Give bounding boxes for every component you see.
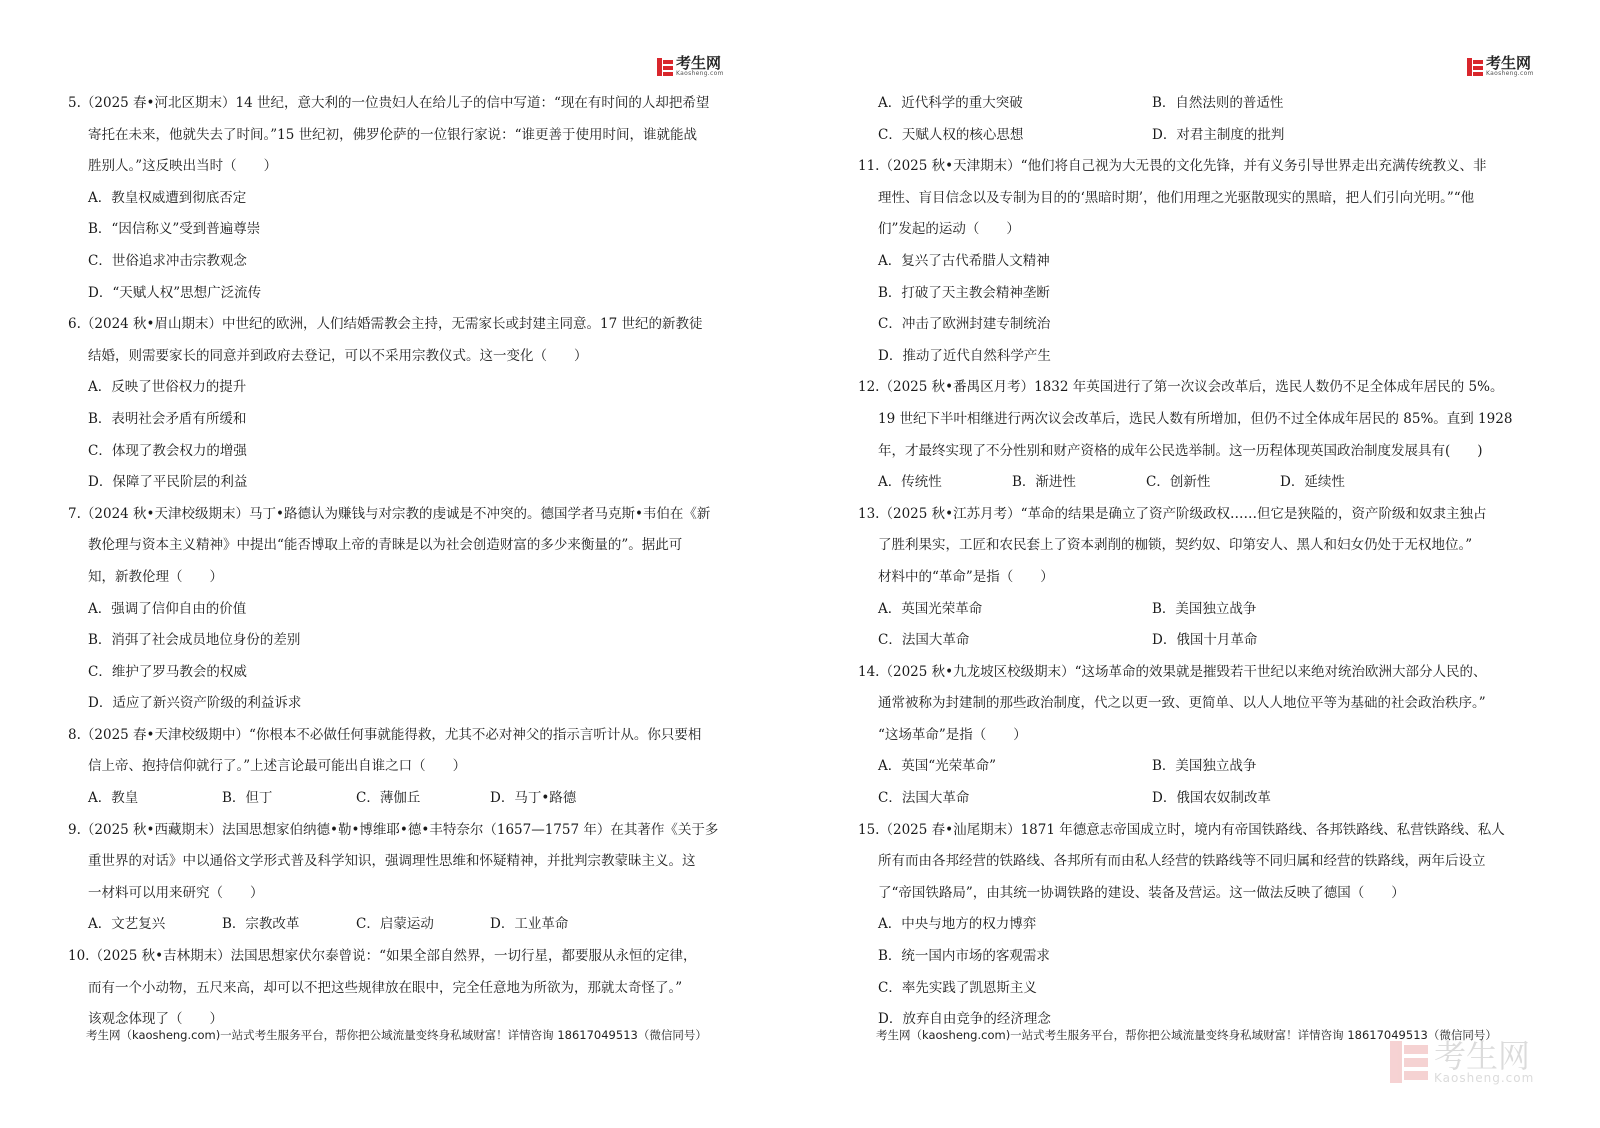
option: B．美国独立战争 (1152, 758, 1257, 775)
option: A．强调了信仰自由的价值 (88, 600, 247, 617)
option: A．中央与地方的权力博弈 (878, 916, 1037, 933)
question-stem-line (68, 973, 718, 1005)
question-list (68, 88, 718, 1036)
question-text: 们”发起的运动（ ） (878, 221, 1020, 238)
options-row (858, 467, 1508, 499)
question-text: （2025 秋•西藏期末）法国思想家伯纳德•勒•博维耶•德•丰特奈尔（1657—1757 年）在其著作《关于多 (80, 821, 719, 838)
option: B．消弭了社会成员地位身份的差别 (88, 632, 301, 649)
option: C．法国大革命 (878, 632, 970, 649)
question-text: （2025 春•天津校级期中）“你根本不必做任何事就能得救，尤其不必对神父的指示言听计从。你只要相 (80, 726, 702, 743)
option: D．推动了近代自然科学产生 (878, 347, 1051, 364)
question-list (858, 88, 1513, 1036)
options-row (858, 783, 1508, 815)
question-stem-line (858, 878, 1508, 910)
question-text: 了胜利果实，工匠和农民套上了资本剥削的枷锁，契约奴、印第安人、黑人和妇女仍处于无权地位。” (878, 537, 1473, 554)
right-page (800, 0, 1600, 1128)
options-row (858, 594, 1508, 626)
option: B．自然法则的普适性 (1152, 95, 1284, 111)
watermark-name-en: Kaosheng.com (1434, 1071, 1535, 1085)
option: A．文艺复兴 (88, 916, 166, 933)
question-text: 通常被称为封建制的那些政治制度，代之以更一致、更简单、以人人地位平等为基础的社会政治秩序。” (878, 695, 1486, 712)
question-text: 信上帝、抱持信仰就行了。”上述言论最可能出自谁之口（ ） (88, 758, 467, 775)
question-stem-line (68, 815, 718, 847)
option: B．但丁 (222, 790, 273, 807)
question-stem-line (858, 183, 1508, 215)
question-text: （2025 春•汕尾期末）1871 年德意志帝国成立时，境内有帝国铁路线、各邦铁路线、私营铁路线、私人 (879, 821, 1505, 838)
option: A．反映了世俗权力的提升 (88, 379, 247, 396)
option: D．延续性 (1280, 474, 1345, 491)
option: B．表明社会矛盾有所缓和 (88, 410, 247, 427)
question-stem-line (68, 88, 718, 120)
question-stem-line (68, 878, 718, 910)
question-stem-line (858, 720, 1508, 752)
question-number: 11. (858, 158, 880, 175)
question-text: 19 世纪下半叶相继进行两次议会改革后，选民人数有所增加，但仍不过全体成年居民的 85%。直到 1928 (878, 410, 1513, 427)
logo-name-cn: 考生网 (1486, 54, 1532, 72)
option: D．俄国农奴制改革 (1152, 790, 1271, 807)
question-text: 教伦理与资本主义精神》中提出“能否博取上帝的青睐是以为社会创造财富的多少来衡量的”。据此可 (88, 537, 683, 554)
option: D．“天赋人权”思想广泛流传 (88, 284, 262, 301)
question-text: “这场革命”是指（ ） (878, 726, 1027, 743)
question-text: （2025 春•河北区期末）14 世纪，意大利的一位贵妇人在给儿子的信中写道：“现在有时间的人却把希望 (80, 95, 710, 111)
question-number: 8. (68, 726, 81, 743)
kaosheng-watermark-icon (1390, 1041, 1428, 1083)
question-text: 了“帝国铁路局”，由其统一协调铁路的建设、装备及营运。这一做法反映了德国（ ） (878, 884, 1405, 901)
watermark-name-cn: 考生网 (1434, 1037, 1531, 1075)
question-number: 9. (68, 821, 81, 838)
option: A．英国“光荣革命” (878, 758, 997, 775)
options-row (858, 625, 1508, 657)
question-text: （2025 秋•吉林期末）法国思想家伏尔泰曾说：“如果全部自然界，一切行星，都要服从永恒的定律， (89, 948, 697, 965)
question-stem-line (858, 688, 1508, 720)
option: D．工业革命 (490, 916, 569, 933)
option: D．保障了平民阶层的利益 (88, 474, 248, 491)
question-stem-line (68, 846, 718, 878)
question-number: 14. (858, 663, 880, 680)
option: A．复兴了古代希腊人文精神 (878, 252, 1050, 269)
question-stem-line (68, 941, 718, 973)
kaosheng-logo-icon (1467, 58, 1483, 76)
option: B．统一国内市场的客观需求 (878, 948, 1050, 965)
logo-name-cn: 考生网 (676, 54, 722, 72)
question-stem-line (68, 499, 718, 531)
header-logo (657, 56, 724, 77)
option: C．薄伽丘 (356, 790, 421, 807)
logo-name-en: Kaosheng.com (676, 70, 724, 77)
question-stem-line (858, 562, 1508, 594)
question-stem-line (68, 309, 718, 341)
question-text: 胜别人。”这反映出当时（ ） (88, 158, 278, 175)
question-stem-line (858, 404, 1513, 436)
question-stem-line (68, 120, 718, 152)
option: C．率先实践了凯恩斯主义 (878, 979, 1037, 996)
option: C．维护了罗马教会的权威 (88, 663, 247, 680)
question-text: 一材料可以用来研究（ ） (88, 884, 264, 901)
question-number: 6. (68, 316, 81, 333)
question-stem-line (858, 657, 1508, 689)
question-number: 15. (858, 821, 880, 838)
question-text: （2025 秋•九龙坡区校级期末）“这场革命的效果就是摧毁若干世纪以来绝对统治欧洲大部分人民的、 (879, 663, 1487, 680)
question-number: 10. (68, 948, 90, 965)
option: A．教皇权威遭到彻底否定 (88, 189, 247, 206)
option: A．英国光荣革命 (878, 600, 983, 617)
options-row (68, 909, 718, 941)
question-text: 知，新教伦理（ ） (88, 568, 223, 585)
question-text: 该观念体现了（ ） (88, 1011, 223, 1028)
question-text: （2024 秋•眉山期末）中世纪的欧洲，人们结婚需教会主持，无需家长或封建主同意。17 世纪的新教徒 (80, 316, 703, 333)
question-text: 而有一个小动物，五尺来高，却可以不把这些规律放在眼中，完全任意地为所欲为，那就太奇怪了。” (88, 979, 683, 996)
logo-name-en: Kaosheng.com (1486, 70, 1534, 77)
question-stem-line (68, 341, 718, 373)
option: B．渐进性 (1012, 474, 1076, 491)
question-stem-line (858, 499, 1508, 531)
option: D．马丁•路德 (490, 790, 577, 807)
option: C．启蒙运动 (356, 916, 434, 933)
question-text: 所有而由各邦经营的铁路线、各邦所有而由私人经营的铁路线等不同归属和经营的铁路线，两年后设立 (878, 853, 1486, 870)
question-text: 年，才最终实现了不分性别和财产资格的成年公民选举制。这一历程体现英国政治制度发展具有( ) (878, 442, 1483, 459)
question-stem-line (858, 372, 1508, 404)
option: D．对君主制度的批判 (1152, 126, 1285, 143)
watermark-logo (1390, 1037, 1535, 1085)
page-footer: 考生网（kaosheng.com)一站式考生服务平台，帮你把公域流量变终身私域财富！详情咨询 18617049513（微信同号） (876, 1028, 1497, 1042)
page-footer: 考生网（kaosheng.com)一站式考生服务平台，帮你把公域流量变终身私域财富！详情咨询 18617049513（微信同号） (86, 1028, 707, 1042)
option: B．“因信称义”受到普遍尊崇 (88, 221, 261, 238)
question-text: 材料中的“革命”是指（ ） (878, 568, 1054, 585)
q10-options-row-2 (858, 120, 1508, 152)
question-number: 13. (858, 505, 880, 522)
question-text: （2025 秋•番禺区月考）1832 年英国进行了第一次议会改革后，选民人数仍不足全体成年居民的 5%。 (879, 379, 1504, 396)
question-text: （2025 秋•江苏月考）“革命的结果是确立了资产阶级政权……但它是狭隘的，资产阶级和奴隶主独占 (879, 505, 1487, 522)
question-stem-line (858, 815, 1508, 847)
options-row (858, 751, 1508, 783)
option: C．体现了教会权力的增强 (88, 442, 247, 459)
question-text: 理性、肓目信念以及专制为目的的‘黑暗时期’，他们用理之光驱散现实的黑暗，把人们引向光明。”“他 (878, 189, 1475, 206)
question-stem-line (68, 151, 718, 183)
question-text: （2025 秋•天津期末）“他们将自己视为大无畏的文化先锋，并有义务引导世界走出充满传统教义、非 (879, 158, 1487, 175)
options-row (68, 783, 718, 815)
question-stem-line (68, 720, 718, 752)
question-stem-line (858, 436, 1508, 468)
question-stem-line (68, 562, 718, 594)
question-text: 结婚，则需要家长的同意并到政府去登记，可以不采用宗教仪式。这一变化（ ） (88, 347, 588, 364)
question-stem-line (68, 751, 718, 783)
option: C．天赋人权的核心思想 (878, 126, 1024, 143)
question-text: 重世界的对话》中以通俗文学形式普及科学知识，强调理性思维和怀疑精神，并批判宗教蒙昧主义。这 (88, 853, 696, 870)
question-number: 5. (68, 95, 81, 111)
header-logo (1467, 56, 1534, 77)
question-stem-line (858, 846, 1508, 878)
option: C．法国大革命 (878, 790, 970, 807)
question-number: 7. (68, 505, 81, 522)
question-number: 12. (858, 379, 880, 396)
q10-options-row-1 (858, 88, 1508, 120)
option: A．教皇 (88, 790, 139, 807)
option: B．打破了天主教会精神垄断 (878, 284, 1050, 301)
question-stem-line (68, 530, 718, 562)
option: B．美国独立战争 (1152, 600, 1257, 617)
option: D．俄国十月革命 (1152, 632, 1258, 649)
question-text: （2024 秋•天津校级期末）马丁•路德认为赚钱与对宗教的虔诚是不冲突的。德国学者马克斯•韦伯在《新 (80, 505, 711, 522)
option: C．冲击了欧洲封建专制统治 (878, 316, 1051, 333)
kaosheng-logo-icon (657, 58, 673, 76)
question-text: 寄托在未来，他就失去了时间。”15 世纪初，佛罗伦萨的一位银行家说：“谁更善于使用时间，谁就能战 (88, 126, 698, 143)
question-stem-line (858, 530, 1508, 562)
option: C．创新性 (1146, 474, 1211, 491)
option: C．世俗追求冲击宗教观念 (88, 252, 247, 269)
option: A．近代科学的重大突破 (878, 95, 1023, 111)
option: D．适应了新兴资产阶级的利益诉求 (88, 695, 302, 712)
option: B．宗教改革 (222, 916, 300, 933)
option: D．放弃自由竞争的经济理念 (878, 1011, 1051, 1028)
question-stem-line (858, 214, 1508, 246)
question-stem-line (858, 151, 1508, 183)
option: A．传统性 (878, 474, 942, 491)
